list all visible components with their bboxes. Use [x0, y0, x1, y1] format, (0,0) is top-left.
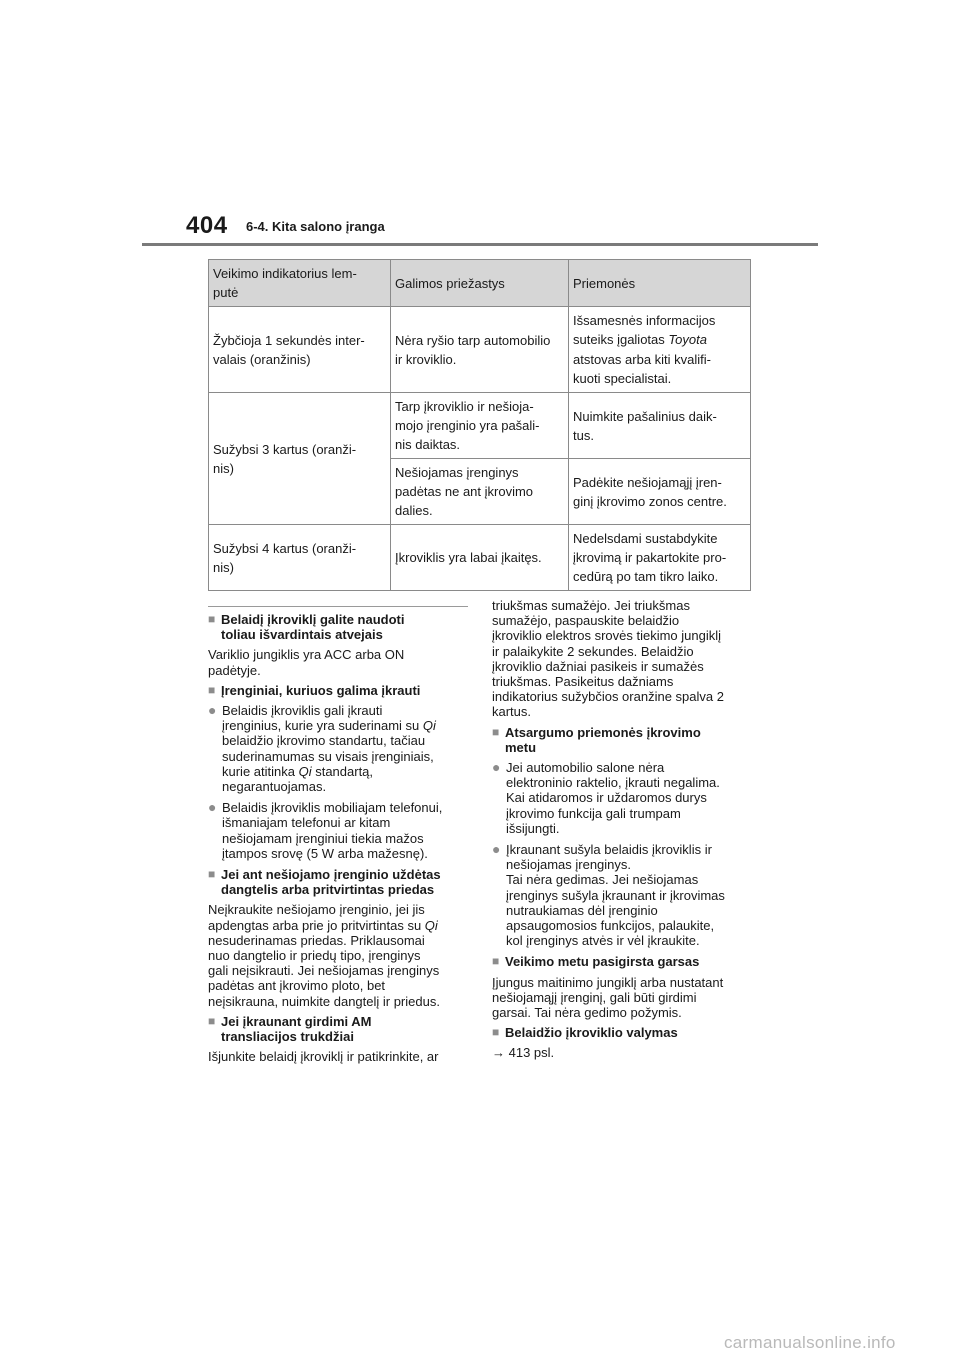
indicator-table [208, 259, 751, 591]
table-row [209, 525, 751, 591]
section-heading: ■ Jei įkraunant girdimi AM transliacijos trukdžiai [208, 1013, 372, 1045]
column-divider [208, 606, 468, 607]
section-heading: ■ Įrenginiai, kuriuos galima įkrauti [208, 682, 421, 698]
dot-bullet-icon: ● [208, 799, 217, 816]
section-heading: ■ Belaidžio įkroviklio valymas [492, 1025, 678, 1041]
paragraph: Išjunkite belaidį įkroviklį ir patikrinkite, ar [208, 1049, 439, 1065]
square-bullet-icon: ■ [492, 724, 500, 739]
column-header-causes: Galimos priežastys [391, 260, 569, 307]
dot-bullet-icon: ● [492, 759, 501, 776]
arrow-icon: → [492, 1045, 505, 1061]
square-bullet-icon: ■ [492, 1025, 500, 1040]
table-row [209, 307, 751, 393]
watermark-text: carmanualsonline.info [724, 1333, 896, 1352]
dot-bullet-icon: ● [492, 841, 501, 858]
square-bullet-icon: ■ [208, 612, 216, 626]
left-column [208, 612, 470, 1069]
table-cell: Tarp įkroviklio ir nešioja- mojo įrenginio yra pašali- nis daiktas. [391, 393, 569, 459]
table-cell: Sužybsi 3 kartus (oranži- nis) [209, 393, 391, 525]
square-bullet-icon: ■ [208, 682, 216, 697]
list-item: ● Įkraunant sušyla belaidis įkroviklis ir nešiojamas įrenginys. Tai nėra gedimas. Jei nešiojamas įrenginys sušyla įkraunant ir įkrovimas nutraukiamas dėl įrenginio apsaugomosios funkcijos, palaukite, kol įrenginys atvės ir vėl įkraukite. [492, 841, 725, 949]
paragraph: Variklio jungiklis yra ACC arba ON padėtyje. [208, 647, 405, 678]
table-header-row [209, 260, 751, 307]
table-cell: Nedelsdami sustabdykite įkrovimą ir pakartokite pro- cedūrą po tam tikro laiko. [569, 525, 751, 591]
table-cell: Padėkite nešiojamąjį įren- ginį įkrovimo zonos centre. [569, 459, 751, 525]
column-header-remedies: Priemonės [569, 260, 751, 307]
table-cell: Nėra ryšio tarp automobilio ir kroviklio. [391, 307, 569, 393]
paragraph: triukšmas sumažėjo. Jei triukšmas sumažėjo, paspauskite belaidžio įkroviklio elektros srovės tiekimo jungiklį ir palaikykite 2 sekundes. Belaidžio įkroviklio dažniai pasikeis ir sumažės triukšmas. Pasikeitus dažniams indikatorius sužybčios oranžine spalva 2 kartus. [492, 598, 724, 720]
table-row [209, 393, 751, 459]
list-item: ● Belaidis įkroviklis gali įkrauti įrenginius, kurie yra suderinami su Qi belaidžio įkrovimo standartu, tačiau suderinamumas su visais įrenginiais, kurie atitinka Qi standartą, negarantuojamas. [208, 702, 436, 795]
table-cell: Išsamesnės informacijos suteiks įgaliotas Toyota atstovas arba kiti kvalifi- kuoti specialistai. [569, 307, 751, 393]
dot-bullet-icon: ● [208, 702, 217, 719]
square-bullet-icon: ■ [208, 867, 216, 882]
section-heading: ■ Belaidį įkroviklį galite naudoti toliau išvardintais atvejais [208, 612, 405, 643]
table-cell: Įkroviklis yra labai įkaitęs. [391, 525, 569, 591]
table-cell: Nuimkite pašalinius daik- tus. [569, 393, 751, 459]
right-column [492, 598, 754, 1066]
section-title: 6-4. Kita salono įranga [246, 219, 385, 234]
section-heading: ■ Jei ant nešiojamo įrenginio uždėtas dangtelis arba pritvirtintas priedas [208, 867, 441, 898]
list-item: ● Jei automobilio salone nėra elektroninio raktelio, įkrauti negalima. Kai atidaromos ir uždaromos durys įkrovimo funkcija gali trumpam išsijungti. [492, 759, 720, 836]
section-heading: ■ Veikimo metu pasigirsta garsas [492, 954, 700, 970]
paragraph: Įjungus maitinimo jungiklį arba nustatant nešiojamąjį įrenginį, gali būti girdimi garsai. Tai nėra gedimo požymis. [492, 974, 724, 1021]
column-header-indicator: Veikimo indikatorius lem- putė [209, 260, 391, 307]
section-heading: ■ Atsargumo priemonės įkrovimo metu [492, 724, 701, 755]
page-number: 404 [186, 212, 228, 239]
table-cell: Nešiojamas įrenginys padėtas ne ant įkrovimo dalies. [391, 459, 569, 525]
square-bullet-icon: ■ [492, 954, 500, 969]
header-divider [142, 243, 818, 246]
list-item: ● Belaidis įkroviklis mobiliajam telefonui, išmaniajam telefonui ar kitam nešiojamam įrenginiui tiekia mažos įtampos srovę (5 W arba mažesnę). [208, 799, 443, 861]
table-cell: Sužybsi 4 kartus (oranži- nis) [209, 525, 391, 591]
square-bullet-icon: ■ [208, 1013, 216, 1028]
paragraph: Neįkraukite nešiojamo įrenginio, jei jis apdengtas arba prie jo pritvirtintas su Qi nesuderinamas priedas. Priklausomai nuo dangtelio ir priedų tipo, įrenginys gali neįsikrauti. Jei nešiojamas įrenginys padėtas ant įkrovimo ploto, bet neįsikrauna, nuimkite dangtelį ir priedus. [208, 902, 440, 1009]
table-cell: Žybčioja 1 sekundės inter- valais (oranžinis) [209, 307, 391, 393]
page-reference: → 413 psl. [492, 1045, 555, 1061]
